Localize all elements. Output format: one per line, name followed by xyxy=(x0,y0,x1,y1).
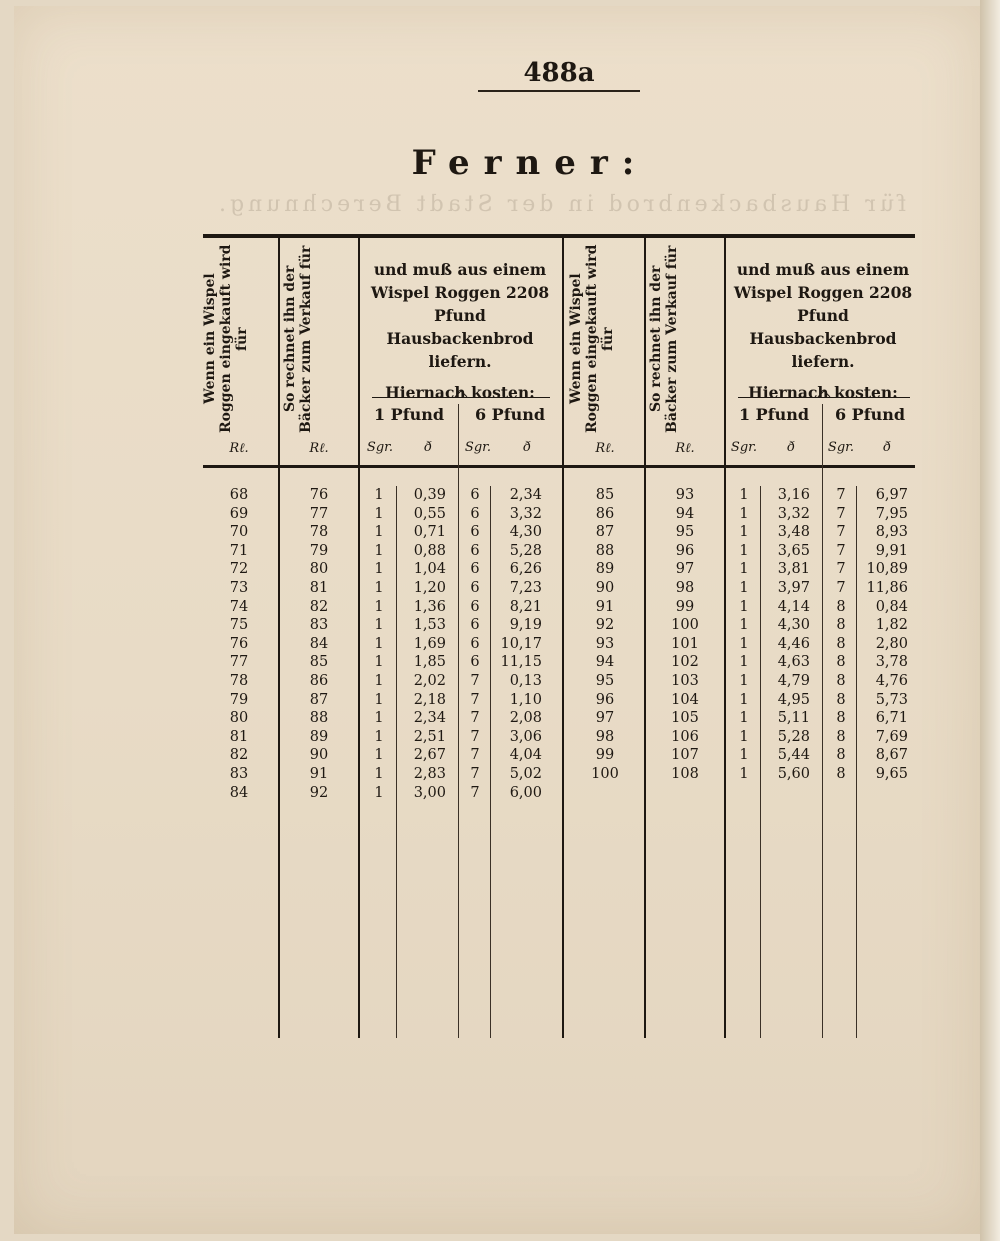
table-cell: 84 xyxy=(229,784,249,801)
page-number: 488a xyxy=(478,58,640,92)
table-cell: 5,44 xyxy=(777,747,810,764)
header-1pfund-left: 1 Pfund xyxy=(373,405,445,424)
table-cell: 1 xyxy=(374,635,384,652)
table-cell: 5,28 xyxy=(509,542,542,559)
table-cell: 6,00 xyxy=(509,784,542,801)
table-cell: 8,67 xyxy=(875,747,908,764)
table-cell: 1 xyxy=(739,654,749,671)
divider-left-a xyxy=(278,238,280,1038)
header-1pfund-right: 1 Pfund xyxy=(738,405,810,424)
table-cell: 1 xyxy=(739,617,749,634)
table-cell: 1 xyxy=(739,524,749,541)
table-cell: 1 xyxy=(374,728,384,745)
unit-rt-b-right: Rℓ. xyxy=(675,441,695,456)
table-cell: 89 xyxy=(595,561,615,578)
table-cell: 7,95 xyxy=(875,505,908,522)
table-cell: 77 xyxy=(309,505,329,522)
table-cell: 4,30 xyxy=(777,617,810,634)
table-cell: 1 xyxy=(739,728,749,745)
table-cell: 86 xyxy=(595,505,615,522)
table-cell: 6,97 xyxy=(875,487,908,503)
table-cell: 4,04 xyxy=(509,747,542,764)
unit-sgr-6-left: Sgr. xyxy=(464,440,492,455)
brace-right xyxy=(738,397,910,398)
header-line-3: Pfund Hausbackenbrod xyxy=(749,306,897,348)
table-cell: 68 xyxy=(229,487,249,503)
unit-sgr-6-right: Sgr. xyxy=(827,440,855,455)
table-cell: 2,67 xyxy=(413,747,446,764)
table-cell: 7 xyxy=(470,672,480,689)
table-cell: 1 xyxy=(374,542,384,559)
table-cell: 101 xyxy=(671,635,699,652)
table-cell: 3,16 xyxy=(777,487,810,503)
unit-d-6-left: ð xyxy=(523,440,531,455)
table-cell: 8 xyxy=(836,654,846,671)
table-cell: 81 xyxy=(309,579,329,596)
table-cell: 95 xyxy=(675,524,695,541)
table-cell: 1 xyxy=(374,784,384,801)
divider-right-b xyxy=(724,238,726,1038)
divider-right-a xyxy=(644,238,646,1038)
divider-right-sgr6 xyxy=(856,486,857,1038)
unit-rt-a-right: Rℓ. xyxy=(595,441,615,456)
table-cell: 8 xyxy=(836,747,846,764)
table-cell: 6 xyxy=(470,505,480,522)
left-col-pf6 xyxy=(492,486,542,802)
header-baker-price-right: So rechnet ihn der Bäcker zum Verkauf für xyxy=(648,245,680,433)
table-cell: 79 xyxy=(229,691,249,708)
table-cell: 7 xyxy=(836,561,846,578)
unit-rt-b-left: Rℓ. xyxy=(309,441,329,456)
table-cell: 1 xyxy=(739,542,749,559)
header-line-4: liefern. xyxy=(791,352,855,371)
table-cell: 1 xyxy=(374,691,384,708)
left-col-baker xyxy=(284,486,354,802)
table-cell: 1 xyxy=(374,598,384,615)
table-cell: 7 xyxy=(470,765,480,782)
right-col-wispel xyxy=(570,486,640,784)
table-cell: 80 xyxy=(229,710,249,727)
table-cell: 4,14 xyxy=(777,598,810,615)
table-cell: 94 xyxy=(595,654,615,671)
left-col-sgr6 xyxy=(460,486,490,802)
table-cell: 1 xyxy=(374,579,384,596)
table-cell: 82 xyxy=(309,598,329,615)
table-header-rule xyxy=(203,465,915,468)
table-cell: 2,18 xyxy=(413,691,446,708)
table-cell: 1,36 xyxy=(413,598,446,615)
table-cell: 94 xyxy=(675,505,695,522)
table-cell: 6 xyxy=(470,654,480,671)
table-cell: 10,89 xyxy=(866,561,908,578)
table-cell: 7 xyxy=(836,542,846,559)
table-cell: 105 xyxy=(671,710,699,727)
table-cell: 1 xyxy=(374,747,384,764)
right-col-baker xyxy=(650,486,720,784)
table-cell: 1 xyxy=(739,598,749,615)
table-cell: 8 xyxy=(836,710,846,727)
table-cell: 11,86 xyxy=(866,579,908,596)
table-cell: 90 xyxy=(309,747,329,764)
table-cell: 0,71 xyxy=(413,524,446,541)
table-cell: 69 xyxy=(229,505,249,522)
table-cell: 86 xyxy=(309,672,329,689)
bleed-through-text: für Hausbackenbrod in der Stadt Berechnung. xyxy=(215,192,907,217)
header-bread-right xyxy=(728,258,918,404)
table-cell: 0,88 xyxy=(413,542,446,559)
table-cell: 3,65 xyxy=(777,542,810,559)
brace-left xyxy=(372,397,550,398)
table-cell: 7,69 xyxy=(875,728,908,745)
table-cell: 7 xyxy=(836,579,846,596)
table-cell: 1,10 xyxy=(509,691,542,708)
table-cell: 6 xyxy=(470,598,480,615)
table-cell: 71 xyxy=(229,542,249,559)
table-cell: 9,19 xyxy=(509,617,542,634)
table-cell: 1 xyxy=(739,710,749,727)
header-6pfund-right: 6 Pfund xyxy=(834,405,906,424)
unit-sgr-1-left: Sgr. xyxy=(366,440,394,455)
table-cell: 83 xyxy=(309,617,329,634)
table-cell: 1 xyxy=(374,672,384,689)
table-cell: 0,39 xyxy=(413,487,446,503)
table-cell: 74 xyxy=(229,598,249,615)
table-cell: 8 xyxy=(836,765,846,782)
table-top-rule xyxy=(203,234,915,238)
table-cell: 0,13 xyxy=(509,672,542,689)
table-cell: 1 xyxy=(374,505,384,522)
table-cell: 6,26 xyxy=(509,561,542,578)
table-cell: 1,53 xyxy=(413,617,446,634)
table-cell: 1 xyxy=(739,672,749,689)
header-line-2: Wispel Roggen 2208 xyxy=(370,283,550,302)
table-cell: 72 xyxy=(229,561,249,578)
right-col-sgr6 xyxy=(826,486,856,784)
header-line-1: und muß aus einem xyxy=(736,260,910,279)
table-cell: 107 xyxy=(671,747,699,764)
table-cell: 3,78 xyxy=(875,654,908,671)
table-cell: 1 xyxy=(739,487,749,503)
table-cell: 3,32 xyxy=(777,505,810,522)
table-cell: 2,34 xyxy=(509,487,542,503)
table-cell: 6 xyxy=(470,524,480,541)
table-cell: 98 xyxy=(595,728,615,745)
divider-left-sgr6 xyxy=(490,486,491,1038)
table-cell: 11,15 xyxy=(500,654,542,671)
table-cell: 8 xyxy=(836,691,846,708)
table-cell: 7,23 xyxy=(509,579,542,596)
table-cell: 1 xyxy=(374,710,384,727)
table-cell: 8 xyxy=(836,617,846,634)
table-cell: 92 xyxy=(595,617,615,634)
left-col-wispel xyxy=(204,486,274,802)
table-cell: 91 xyxy=(595,598,615,615)
table-cell: 8,93 xyxy=(875,524,908,541)
table-cell: 4,30 xyxy=(509,524,542,541)
table-cell: 83 xyxy=(229,765,249,782)
table-cell: 1 xyxy=(374,765,384,782)
table-cell: 1,20 xyxy=(413,579,446,596)
header-wispel-price-left: Wenn ein Wispel Roggen eingekauft wird für xyxy=(202,244,250,434)
table-cell: 8 xyxy=(836,598,846,615)
table-cell: 7 xyxy=(470,728,480,745)
table-cell: 10,17 xyxy=(500,635,542,652)
divider-left-sgr1 xyxy=(396,486,397,1038)
table-cell: 8,21 xyxy=(509,598,542,615)
header-line-3: Pfund Hausbackenbrod xyxy=(386,306,534,348)
table-cell: 4,63 xyxy=(777,654,810,671)
table-cell: 7 xyxy=(836,505,846,522)
divider-right-pfund xyxy=(822,404,823,1038)
divider-right-sgr1 xyxy=(760,486,761,1038)
table-cell: 3,97 xyxy=(777,579,810,596)
table-cell: 2,83 xyxy=(413,765,446,782)
table-cell: 75 xyxy=(229,617,249,634)
table-cell: 108 xyxy=(671,765,699,782)
table-cell: 1 xyxy=(374,487,384,503)
table-cell: 88 xyxy=(595,542,615,559)
unit-sgr-1-right: Sgr. xyxy=(730,440,758,455)
table-cell: 85 xyxy=(309,654,329,671)
table-cell: 102 xyxy=(671,654,699,671)
table-cell: 4,79 xyxy=(777,672,810,689)
table-cell: 7 xyxy=(470,747,480,764)
table-cell: 1 xyxy=(739,579,749,596)
table-cell: 5,73 xyxy=(875,691,908,708)
table-cell: 1 xyxy=(739,765,749,782)
left-col-sgr1 xyxy=(362,486,396,802)
table-cell: 3,06 xyxy=(509,728,542,745)
table-cell: 93 xyxy=(595,635,615,652)
table-cell: 1,82 xyxy=(875,617,908,634)
table-cell: 90 xyxy=(595,579,615,596)
table-cell: 8 xyxy=(836,728,846,745)
table-cell: 91 xyxy=(309,765,329,782)
header-cost-label: Hiernach kosten: xyxy=(385,383,535,402)
left-col-pf1 xyxy=(398,486,446,802)
table-cell: 95 xyxy=(595,672,615,689)
table-cell: 1 xyxy=(739,635,749,652)
right-col-pf1 xyxy=(762,486,810,784)
header-cost-label: Hiernach kosten: xyxy=(748,383,898,402)
table-cell: 78 xyxy=(309,524,329,541)
divider-left-pfund xyxy=(458,404,459,1038)
table-cell: 78 xyxy=(229,672,249,689)
table-cell: 7 xyxy=(836,487,846,503)
page-edge xyxy=(980,0,1000,1241)
table-cell: 1 xyxy=(739,747,749,764)
table-cell: 99 xyxy=(675,598,695,615)
table-cell: 6 xyxy=(470,542,480,559)
table-cell: 4,46 xyxy=(777,635,810,652)
table-cell: 98 xyxy=(675,579,695,596)
table-cell: 2,80 xyxy=(875,635,908,652)
table-cell: 7 xyxy=(470,784,480,801)
table-cell: 0,55 xyxy=(413,505,446,522)
table-cell: 106 xyxy=(671,728,699,745)
right-col-pf6 xyxy=(858,486,908,784)
table-cell: 88 xyxy=(309,710,329,727)
table-cell: 0,84 xyxy=(875,598,908,615)
table-cell: 7 xyxy=(470,691,480,708)
table-cell: 8 xyxy=(836,672,846,689)
table-cell: 1 xyxy=(374,654,384,671)
table-cell: 6 xyxy=(470,579,480,596)
table-cell: 80 xyxy=(309,561,329,578)
table-cell: 7 xyxy=(470,710,480,727)
table-cell: 76 xyxy=(229,635,249,652)
table-cell: 5,60 xyxy=(777,765,810,782)
table-cell: 2,34 xyxy=(413,710,446,727)
table-cell: 1 xyxy=(374,617,384,634)
divider-center xyxy=(562,238,564,1038)
table-cell: 6,71 xyxy=(875,710,908,727)
table-cell: 3,81 xyxy=(777,561,810,578)
table-cell: 70 xyxy=(229,524,249,541)
table-cell: 6 xyxy=(470,635,480,652)
table-cell: 3,48 xyxy=(777,524,810,541)
table-cell: 100 xyxy=(671,617,699,634)
table-cell: 1 xyxy=(739,561,749,578)
table-cell: 3,32 xyxy=(509,505,542,522)
header-6pfund-left: 6 Pfund xyxy=(474,405,546,424)
table-cell: 1,69 xyxy=(413,635,446,652)
unit-d-1-right: ð xyxy=(787,440,795,455)
table-cell: 104 xyxy=(671,691,699,708)
table-cell: 103 xyxy=(671,672,699,689)
table-cell: 4,95 xyxy=(777,691,810,708)
table-cell: 76 xyxy=(309,487,329,503)
table-cell: 1 xyxy=(739,505,749,522)
unit-d-1-left: ð xyxy=(424,440,432,455)
table-cell: 2,08 xyxy=(509,710,542,727)
table-cell: 89 xyxy=(309,728,329,745)
table-cell: 99 xyxy=(595,747,615,764)
table-cell: 79 xyxy=(309,542,329,559)
table-cell: 85 xyxy=(595,487,615,503)
table-cell: 77 xyxy=(229,654,249,671)
table-cell: 6 xyxy=(470,561,480,578)
table-cell: 6 xyxy=(470,617,480,634)
table-cell: 5,28 xyxy=(777,728,810,745)
table-cell: 1 xyxy=(374,524,384,541)
table-cell: 1 xyxy=(374,561,384,578)
table-cell: 9,65 xyxy=(875,765,908,782)
table-cell: 5,02 xyxy=(509,765,542,782)
header-bread-left xyxy=(362,258,558,404)
table-cell: 6 xyxy=(470,487,480,503)
header-line-4: liefern. xyxy=(428,352,492,371)
table-cell: 87 xyxy=(595,524,615,541)
table-cell: 2,51 xyxy=(413,728,446,745)
header-line-1: und muß aus einem xyxy=(373,260,547,279)
table-cell: 3,00 xyxy=(413,784,446,801)
table-cell: 5,11 xyxy=(777,710,810,727)
table-cell: 81 xyxy=(229,728,249,745)
table-cell: 100 xyxy=(591,765,619,782)
table-cell: 96 xyxy=(675,542,695,559)
table-cell: 84 xyxy=(309,635,329,652)
table-cell: 93 xyxy=(675,487,695,503)
table-cell: 97 xyxy=(675,561,695,578)
table-cell: 96 xyxy=(595,691,615,708)
table-cell: 82 xyxy=(229,747,249,764)
header-wispel-price-right: Wenn ein Wispel Roggen eingekauft wird für xyxy=(568,244,616,434)
table-cell: 7 xyxy=(836,524,846,541)
right-col-sgr1 xyxy=(728,486,760,784)
table-cell: 8 xyxy=(836,635,846,652)
table-cell: 1,04 xyxy=(413,561,446,578)
unit-d-6-right: ð xyxy=(883,440,891,455)
unit-rt-a-left: Rℓ. xyxy=(229,441,249,456)
table-cell: 73 xyxy=(229,579,249,596)
table-cell: 1,85 xyxy=(413,654,446,671)
page-heading: Ferner: xyxy=(411,143,649,183)
divider-left-b xyxy=(358,238,360,1038)
table-cell: 87 xyxy=(309,691,329,708)
table-cell: 2,02 xyxy=(413,672,446,689)
table-cell: 97 xyxy=(595,710,615,727)
table-cell: 9,91 xyxy=(875,542,908,559)
table-cell: 92 xyxy=(309,784,329,801)
header-baker-price-left: So rechnet ihn der Bäcker zum Verkauf für xyxy=(282,245,314,433)
table-cell: 1 xyxy=(739,691,749,708)
header-line-2: Wispel Roggen 2208 xyxy=(733,283,913,302)
table-cell: 4,76 xyxy=(875,672,908,689)
